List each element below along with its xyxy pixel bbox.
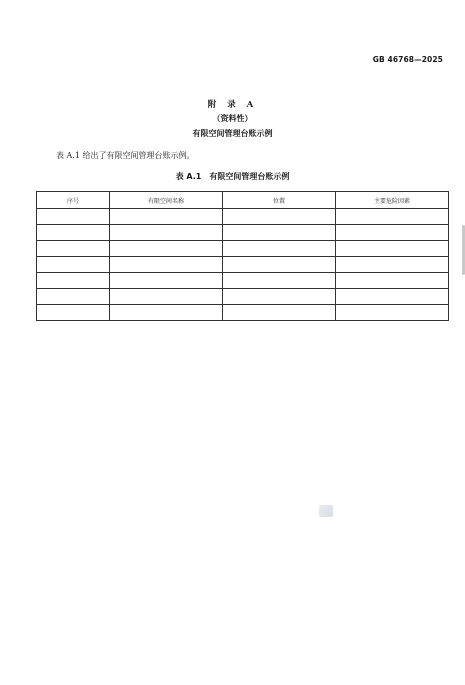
table-cell — [110, 225, 223, 241]
table-row — [37, 241, 449, 257]
table-cell — [110, 273, 223, 289]
header-cell-number: 序号 — [37, 192, 110, 209]
table-cell — [110, 257, 223, 273]
intro-paragraph: 表 A.1 给出了有限空间管理台账示例。 — [56, 151, 195, 160]
table-cell — [37, 241, 110, 257]
table-row — [37, 209, 449, 225]
table-cell — [110, 209, 223, 225]
table-cell — [37, 257, 110, 273]
table-cell — [223, 225, 336, 241]
table-row — [37, 273, 449, 289]
table-cell — [336, 289, 449, 305]
table-cell — [336, 273, 449, 289]
table-row — [37, 289, 449, 305]
table-cell — [336, 225, 449, 241]
header-cell-space-name: 有限空间名称 — [110, 192, 223, 209]
table-cell — [37, 289, 110, 305]
watermark-icon — [319, 505, 333, 517]
table-caption: 表 A.1 有限空间管理台账示例 — [175, 172, 290, 181]
appendix-subject: 有限空间管理台账示例 — [192, 129, 273, 138]
table-row — [37, 225, 449, 241]
table-cell — [336, 305, 449, 321]
table-header-row — [37, 192, 449, 209]
ledger-table — [36, 191, 449, 321]
table-cell — [37, 225, 110, 241]
table-body — [37, 209, 449, 321]
table-cell — [37, 209, 110, 225]
table-row — [37, 305, 449, 321]
table-cell — [223, 257, 336, 273]
table-cell — [336, 257, 449, 273]
table-cell — [336, 241, 449, 257]
appendix-title: 附 录 A — [207, 100, 258, 110]
header-cell-location: 位置 — [223, 192, 336, 209]
standard-code: GB 46768—2025 — [372, 55, 443, 64]
table-cell — [223, 305, 336, 321]
table-cell — [37, 305, 110, 321]
table-cell — [110, 241, 223, 257]
table-cell — [37, 273, 110, 289]
table-cell — [110, 289, 223, 305]
table-cell — [223, 273, 336, 289]
table-cell — [223, 241, 336, 257]
table-cell — [223, 289, 336, 305]
table-cell — [336, 209, 449, 225]
table-cell — [223, 209, 336, 225]
header-cell-hazards: 主要危险因素 — [336, 192, 449, 209]
table-cell — [110, 305, 223, 321]
table-row — [37, 257, 449, 273]
appendix-nature: （资料性） — [212, 113, 253, 123]
